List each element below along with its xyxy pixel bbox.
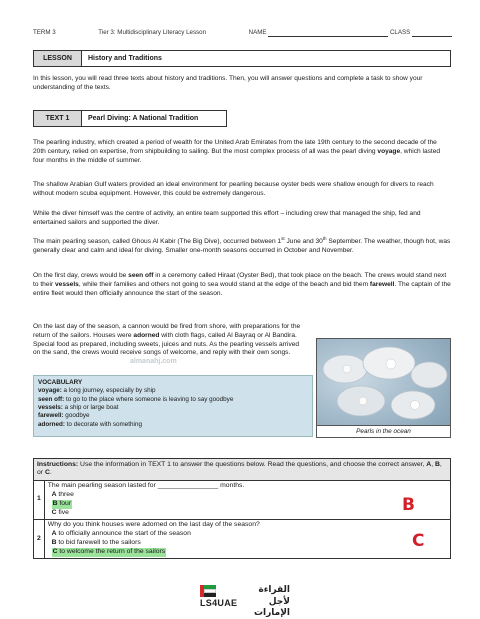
paragraph-3: While the diver himself was the centre of activity, an entire team supported this effort – including crew that managed the ship, fed and entertained sailors and supported the diver. bbox=[33, 210, 421, 226]
p6-text-c: with cloth flags, called Al Bayraq or Al Bandira. Special food as prepared, including sweets, juices and nuts. As the pearling vessels arrived on the sand, the crews would receive songs of welcome, and reply with their own songs. bbox=[33, 331, 300, 357]
option-text: five bbox=[56, 508, 69, 516]
p5-text-e: , while their families and others not going to sea would stand at the edge of the beach and bid them bbox=[78, 280, 370, 288]
option-letter: C bbox=[51, 508, 57, 516]
option-c[interactable] bbox=[48, 548, 447, 557]
pearls-image bbox=[316, 338, 451, 438]
vocab-item bbox=[38, 412, 308, 420]
shells-illustration bbox=[317, 339, 451, 427]
class-label: CLASS bbox=[389, 29, 411, 36]
logo-brand-text: LS4UAE bbox=[200, 598, 238, 608]
page-header bbox=[33, 29, 452, 37]
option-letter: A bbox=[51, 490, 57, 498]
instructions-cell bbox=[34, 459, 451, 481]
vocab-item bbox=[38, 404, 308, 412]
question-row bbox=[34, 519, 451, 558]
watermark: almanahj.com bbox=[130, 358, 177, 365]
option-text: three bbox=[56, 490, 74, 498]
name-blank[interactable] bbox=[268, 36, 388, 37]
paragraph-2: The shallow Arabian Gulf waters provided an ideal environment for pearling because oyster beds were shallow enough for divers to reach without modern scuba equipment. However, this could be extremely dangerous. bbox=[33, 181, 434, 197]
p6-text-a: On the last day of the season, a cannon would be fired from shore, with preparations for the return of the sailors. Houses were bbox=[33, 323, 301, 339]
paragraph-1 bbox=[33, 139, 451, 165]
logo-arabic-text: القراءة لأجل الإمارات bbox=[253, 585, 290, 619]
instructions-sep: , or bbox=[37, 460, 442, 477]
question-row bbox=[34, 480, 451, 519]
option-a[interactable] bbox=[48, 491, 447, 500]
lesson-box bbox=[33, 50, 451, 67]
lesson-title: History and Traditions bbox=[88, 55, 162, 62]
image-caption: Pearls in the ocean bbox=[317, 425, 450, 437]
option-letter: C bbox=[52, 547, 58, 555]
vocab-word-farewell: farewell bbox=[369, 280, 395, 288]
option-a[interactable] bbox=[48, 530, 447, 539]
vocab-item bbox=[38, 387, 308, 395]
shell-3 bbox=[411, 362, 447, 388]
pearl-2 bbox=[386, 359, 396, 369]
question-cell bbox=[44, 519, 450, 558]
instructions-a: A bbox=[426, 460, 432, 468]
ls4uae-logo bbox=[200, 583, 290, 619]
option-text: to welcome the return of the sailors bbox=[57, 547, 166, 555]
vocab-term: seen off: bbox=[38, 395, 65, 403]
option-letter: B bbox=[52, 499, 58, 507]
question-text: The main pearling season lasted for ________________ months. bbox=[47, 482, 245, 490]
handwritten-answer-2: C bbox=[412, 531, 425, 551]
p4-sup-2: th bbox=[322, 235, 327, 241]
option-highlight bbox=[52, 548, 167, 557]
vocabulary-box bbox=[33, 375, 313, 437]
instructions-text: Use the information in TEXT 1 to answer the questions below. Read the questions, and choose the correct answer, bbox=[78, 460, 427, 468]
p4-text-a: The main pearling season, called Ghous Al Kabir (The Big Dive), occurred between 1 bbox=[33, 238, 282, 245]
p5-text-g: . The captain of the entire fleet would then officially announce the start of the season. bbox=[33, 280, 451, 297]
handwritten-answer-1: B bbox=[402, 495, 415, 515]
p5-text-c: in a ceremony called Hiraat (Oyster Bed), that took place on the beach. The crews would stand next to their bbox=[33, 272, 447, 288]
question-text: Why do you think houses were adorned on the last day of the season? bbox=[47, 521, 260, 529]
intro-text: In this lesson, you will read three texts about history and traditions. Then, you will answer questions and complete a task to show your understanding of the texts. bbox=[33, 75, 423, 91]
question-number: 2 bbox=[34, 519, 45, 558]
instructions-row bbox=[34, 459, 451, 481]
instructions-c: C bbox=[44, 469, 50, 477]
text1-label: TEXT 1 bbox=[34, 111, 82, 126]
paragraph-6 bbox=[33, 323, 303, 358]
vocab-def: a ship or large boat bbox=[62, 404, 119, 412]
option-b[interactable] bbox=[48, 539, 447, 548]
instructions-b: B bbox=[434, 460, 440, 468]
vocab-def: to go to the place where someone is leaving to say goodbye bbox=[64, 395, 234, 403]
paragraph-5 bbox=[33, 272, 451, 298]
vocab-def: goodbye bbox=[63, 412, 90, 420]
vocab-term: voyage: bbox=[38, 387, 62, 395]
option-letter: A bbox=[51, 530, 57, 538]
lesson-type: Tier 3: Multidisciplinary Literacy Lesson bbox=[98, 29, 207, 36]
p4-text-b: June and 30 bbox=[284, 238, 323, 245]
p5-text-a: On the first day, crews would be bbox=[33, 272, 129, 279]
vocab-term: vessels: bbox=[38, 404, 63, 412]
p4-text-c: September. The weather, though hot, was generally clear and calm and ideal for diving. Smaller one-month seasons occurred in October and November. bbox=[33, 238, 451, 254]
p4-sup-1: st bbox=[281, 235, 285, 241]
vocab-word-vessels: vessels bbox=[55, 280, 79, 288]
question-cell bbox=[44, 480, 450, 519]
vocab-term: farewell: bbox=[38, 412, 64, 420]
option-letter: B bbox=[51, 539, 57, 547]
vocab-item bbox=[38, 421, 308, 429]
option-text: to officially announce the start of the season bbox=[56, 530, 191, 538]
instructions-sep: , bbox=[431, 460, 435, 468]
vocab-word-adorned: adorned bbox=[133, 331, 160, 339]
vocab-def: to decorate with something bbox=[64, 420, 142, 428]
vocabulary-title: VOCABULARY bbox=[38, 379, 83, 386]
option-text: to bid farewell to the sailors bbox=[56, 539, 141, 547]
vocab-term: adorned: bbox=[38, 420, 65, 428]
option-text: four bbox=[57, 499, 72, 507]
option-b[interactable] bbox=[48, 500, 447, 509]
vocab-word-seen-off: seen off bbox=[128, 272, 154, 279]
option-highlight bbox=[52, 500, 73, 509]
question-number: 1 bbox=[34, 480, 45, 519]
vocab-def: a long journey, especially by ship bbox=[61, 387, 156, 395]
name-label: NAME bbox=[248, 29, 267, 36]
pearl-4 bbox=[411, 401, 420, 410]
text1-title: Pearl Diving: A National Tradition bbox=[88, 115, 199, 122]
paragraph-4 bbox=[33, 235, 451, 256]
term-label: TERM 3 bbox=[33, 29, 56, 36]
p1-text-a: The pearling industry, which created a period of wealth for the United Arab Emirates from the late 19th century to the second decade of the 20th century, relied on expertise, from shipbuilding to sailing. But the most complex process of all was the pearl diving bbox=[33, 139, 437, 155]
text1-box bbox=[33, 110, 227, 127]
name-field[interactable] bbox=[249, 29, 452, 37]
pearl-1 bbox=[343, 365, 351, 373]
lesson-label: LESSON bbox=[34, 51, 82, 66]
vocab-word-voyage: voyage bbox=[377, 147, 401, 155]
pearl-3 bbox=[359, 397, 367, 405]
p1-text-c: , which lasted four months in the middle of summer. bbox=[33, 147, 441, 164]
vocab-item bbox=[38, 396, 308, 404]
uae-flag-icon bbox=[200, 585, 216, 597]
option-c[interactable] bbox=[48, 509, 447, 518]
questions-table bbox=[33, 458, 451, 559]
class-blank[interactable] bbox=[412, 36, 452, 37]
instructions-end: . bbox=[49, 469, 52, 477]
instructions-label: Instructions: bbox=[37, 460, 79, 468]
